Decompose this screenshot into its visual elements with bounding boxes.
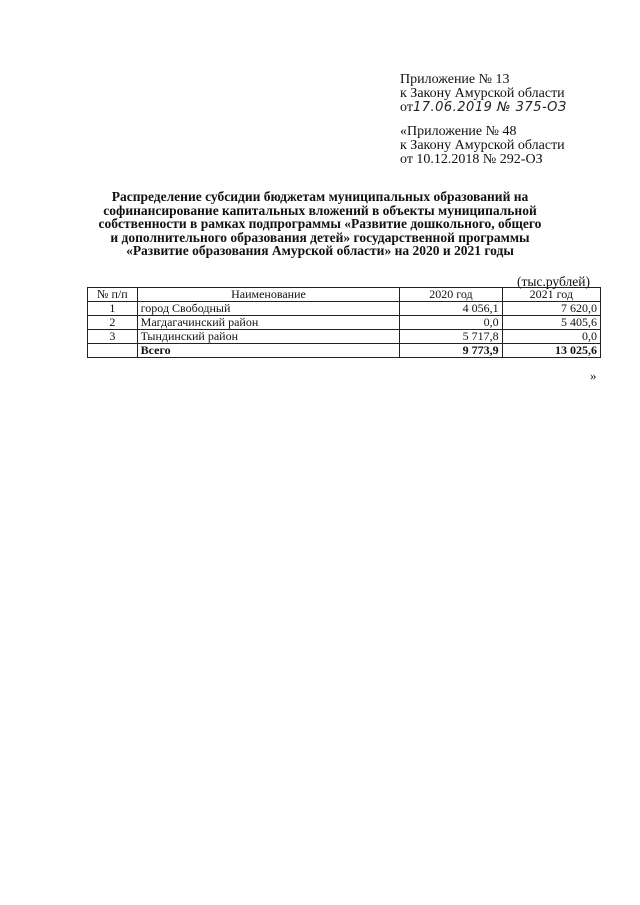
total-2021: 13 025,6 <box>502 344 600 358</box>
row-2021: 7 620,0 <box>502 302 600 316</box>
document-title <box>70 190 570 258</box>
row-name: Магдагачинский район <box>137 316 400 330</box>
table-total-row <box>88 344 601 358</box>
table-row <box>88 316 601 330</box>
previous-appendix-number: «Приложение № 48 <box>400 124 517 139</box>
row-name: город Свободный <box>137 302 400 316</box>
row-number: 3 <box>88 330 138 344</box>
row-name: Тындинский район <box>137 330 400 344</box>
subsidy-table <box>87 287 601 358</box>
row-2020: 5 717,8 <box>400 330 502 344</box>
header-2020: 2020 год <box>400 288 502 302</box>
units-label: (тыс.рублей) <box>517 274 590 289</box>
row-2021: 5 405,6 <box>502 316 600 330</box>
row-number: 2 <box>88 316 138 330</box>
header-2021: 2021 год <box>502 288 600 302</box>
appendix-number: Приложение № 13 <box>400 72 510 87</box>
total-label: Всего <box>137 344 400 358</box>
handwritten-date-number: 17.06.2019 № 375-ОЗ <box>412 100 567 115</box>
table-row <box>88 302 601 316</box>
header-number: № п/п <box>88 288 138 302</box>
previous-appendix-block <box>400 125 565 167</box>
appendix-block <box>400 73 567 115</box>
previous-appendix-law: к Закону Амурской области <box>400 138 565 153</box>
title-line: софинансирование капитальных вложений в объекты муниципальной <box>103 202 537 218</box>
row-2021: 0,0 <box>502 330 600 344</box>
title-line: «Развитие образования Амурской области» на 2020 и 2021 годы <box>126 243 514 258</box>
title-line: Распределение субсидии бюджетам муниципальных образований на <box>111 189 529 204</box>
appendix-date: от17.06.2019 № 375-ОЗ <box>400 100 567 115</box>
appendix-law: к Закону Амурской области <box>400 86 565 101</box>
total-2020: 9 773,9 <box>400 344 502 358</box>
previous-appendix-date: от 10.12.2018 № 292-ОЗ <box>400 152 543 167</box>
table-row <box>88 330 601 344</box>
closing-quote: » <box>590 368 597 383</box>
row-2020: 4 056,1 <box>400 302 502 316</box>
title-line: и дополнительного образования детей» государственной программы <box>110 229 530 245</box>
header-name: Наименование <box>137 288 400 302</box>
row-2020: 0,0 <box>400 316 502 330</box>
title-line: собственности в рамках подпрограммы «Развитие дошкольного, общего <box>98 216 542 231</box>
total-number <box>88 344 138 358</box>
table-header-row <box>88 288 601 302</box>
row-number: 1 <box>88 302 138 316</box>
